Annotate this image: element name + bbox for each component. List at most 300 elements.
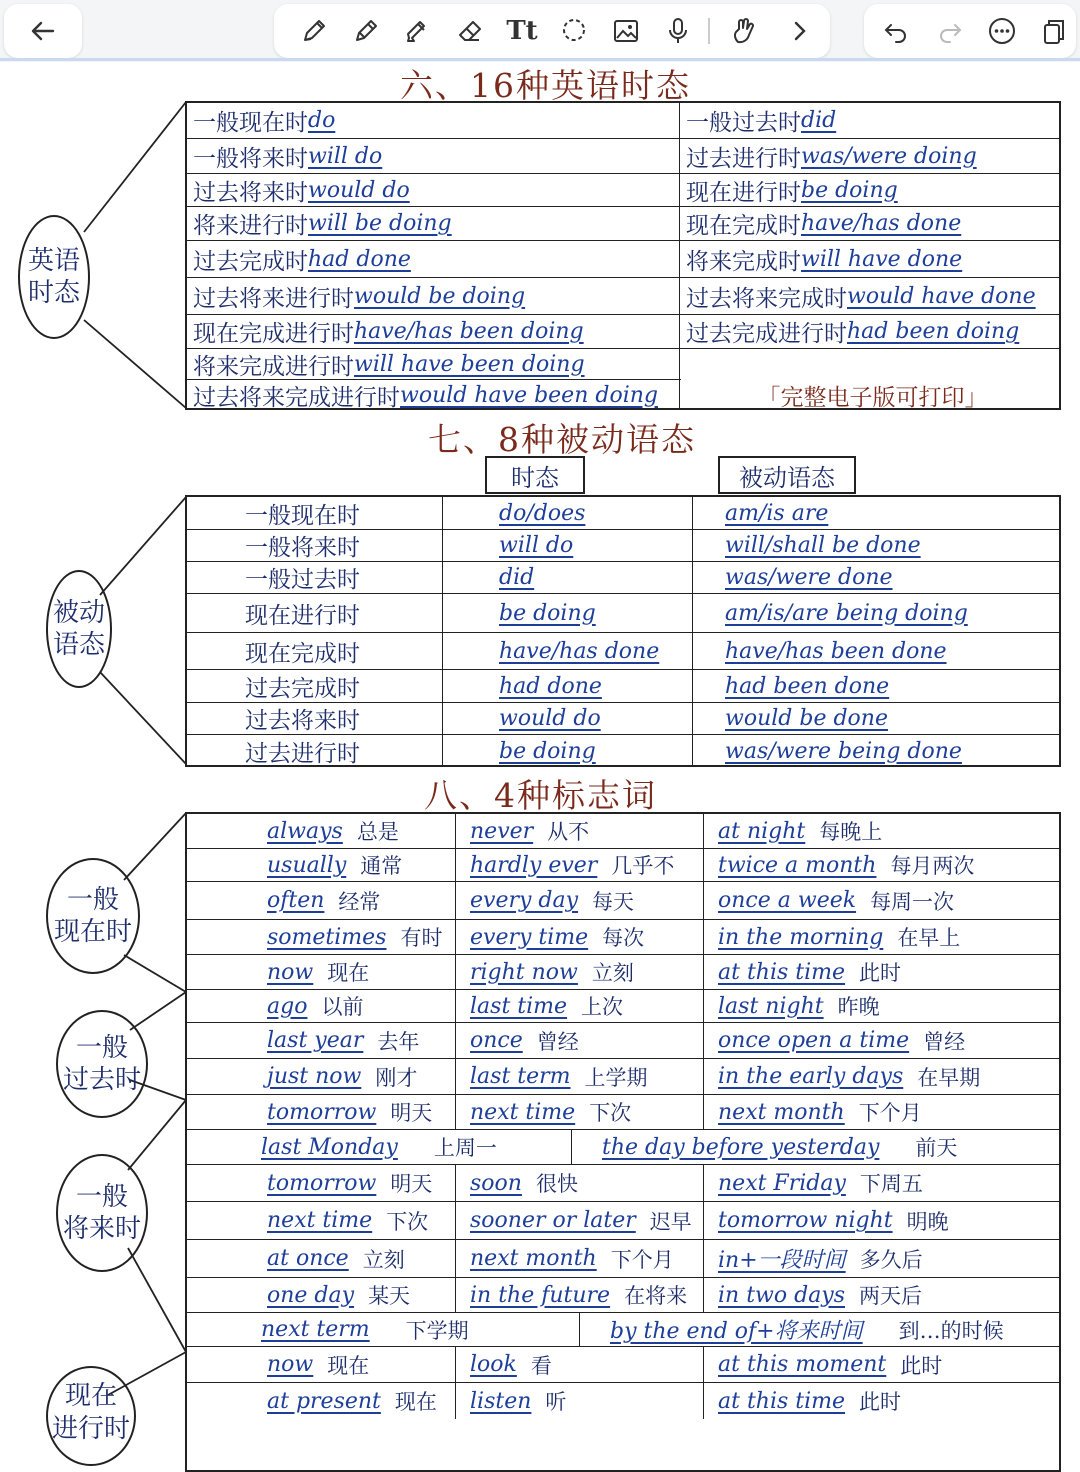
table-row <box>187 1277 1059 1312</box>
signal-word: next term <box>261 1317 370 1342</box>
table-row <box>187 173 1059 206</box>
signal-word: now <box>267 959 314 985</box>
active-form: be doing <box>499 600 596 626</box>
signal-word-cell <box>187 882 455 919</box>
tense-form: have/has been doing <box>354 319 584 344</box>
circle-line: 将来时 <box>62 1214 141 1244</box>
active-form: be doing <box>499 738 596 764</box>
passive-form: am/is/are being doing <box>725 600 968 626</box>
tense-form: be doing <box>801 177 898 203</box>
signal-word-meaning: 听 <box>545 1390 567 1414</box>
table-row <box>187 561 1059 593</box>
signal-word: usually <box>267 852 347 878</box>
signal-word-cell <box>703 814 1063 848</box>
active-form-cell <box>442 703 692 734</box>
signal-word: look <box>470 1352 517 1377</box>
passive-table <box>185 495 1061 767</box>
tense-form: will be doing <box>308 211 452 236</box>
tense-cell-right <box>679 174 1059 206</box>
circle-line: 现在 <box>64 1381 117 1411</box>
signal-word-cell <box>455 1240 703 1277</box>
tense-cell-right <box>679 241 1059 277</box>
tense-name: 过去将来完成时 <box>686 285 847 312</box>
signal-word: at this moment <box>718 1352 887 1377</box>
signal-word-cell <box>187 1347 455 1382</box>
tense-form: did <box>801 108 837 133</box>
signal-word-cell <box>455 1059 703 1094</box>
signal-word-cell <box>187 1202 455 1239</box>
active-form: had done <box>499 673 602 699</box>
signal-word-cell <box>703 1059 1063 1094</box>
table-row <box>187 1382 1059 1419</box>
tense-cell <box>187 594 442 632</box>
tense-cell-left <box>193 349 679 379</box>
table-row <box>187 669 1059 702</box>
tense-name: 过去将来时 <box>193 179 308 206</box>
signal-word-meaning: 明晚 <box>906 1209 949 1234</box>
signal-word: now <box>267 1352 314 1377</box>
signal-word-meaning: 每月两次 <box>890 854 975 878</box>
active-form-cell <box>442 562 692 593</box>
tense-name: 过去将来完成进行时 <box>193 384 400 410</box>
signal-word-meaning: 此时 <box>900 1353 943 1378</box>
signal-word-cell <box>455 920 703 954</box>
tense-name: 过去完成进行时 <box>686 321 847 347</box>
tense-name: 过去进行时 <box>686 145 801 172</box>
circle-line: 语态 <box>52 630 105 660</box>
tense-form: would have been doing <box>400 382 658 408</box>
signal-word-meaning: 在早期 <box>917 1065 981 1090</box>
signal-word-meaning: 每周一次 <box>870 889 955 914</box>
signal-word-cell <box>703 920 1063 954</box>
tense-form: had done <box>308 246 411 272</box>
passive-form: am/is are <box>725 500 829 526</box>
signal-word: in the morning <box>718 924 884 950</box>
signal-word: sometimes <box>267 924 387 950</box>
signal-word: last Monday <box>261 1134 398 1160</box>
table-row <box>187 206 1059 240</box>
tense-cell <box>187 562 442 593</box>
table-row <box>187 632 1059 669</box>
circle-line: 现在时 <box>53 917 132 947</box>
printable-note: 「完整电子版可打印」 <box>757 384 988 410</box>
signal-word-cell <box>187 955 455 989</box>
table-row <box>187 848 1059 881</box>
signal-word-meaning: 下次 <box>589 1101 632 1125</box>
tense-cell-right <box>679 380 1059 410</box>
signal-word: listen <box>470 1388 532 1414</box>
tense-cell-left <box>193 380 679 410</box>
signal-word-meaning: 明天 <box>390 1101 433 1125</box>
table-row <box>187 529 1059 561</box>
tense-cell-right <box>679 103 1059 138</box>
text-icon-label: Tt <box>506 16 538 46</box>
signal-word-cell <box>187 1278 455 1312</box>
signal-word-meaning: 下次 <box>386 1209 429 1234</box>
signal-word-cell <box>455 990 703 1022</box>
table-row <box>187 138 1059 173</box>
signal-word: at night <box>718 818 806 844</box>
signal-word-cell <box>571 1130 1059 1164</box>
signal-word-meaning: 前天 <box>915 1136 958 1160</box>
signal-word: at present <box>267 1388 381 1414</box>
passive-form-cell <box>692 633 1059 669</box>
signal-word: by the end of+将来时间 <box>610 1319 863 1344</box>
passive-form-cell <box>692 497 1059 529</box>
tense-name: 一般现在时 <box>193 110 308 136</box>
tense-name: 现在完成时 <box>686 213 801 239</box>
tense-cell-right <box>679 278 1059 314</box>
table-row <box>187 379 1059 410</box>
tense-cell-right <box>679 207 1059 240</box>
passive-form: would be done <box>725 706 888 731</box>
tense-cell-left <box>193 174 679 206</box>
table-row <box>187 1346 1059 1382</box>
signal-word-meaning: 曾经 <box>536 1029 579 1054</box>
tense-name: 现在进行时 <box>686 179 801 206</box>
signal-word-meaning: 去年 <box>377 1029 420 1054</box>
circle-line: 一般 <box>66 884 119 915</box>
table-row <box>187 348 1059 379</box>
tense-name: 一般现在时 <box>245 502 360 529</box>
signal-word: last year <box>267 1028 364 1053</box>
signal-word-meaning: 下周五 <box>859 1172 923 1196</box>
signal-word-cell <box>187 849 455 881</box>
tense-cell-left <box>193 278 679 314</box>
signal-word-cell <box>455 1278 703 1312</box>
signal-word: sooner or later <box>470 1208 636 1233</box>
circle-past <box>56 1010 148 1118</box>
table-row <box>187 1164 1059 1201</box>
signal-word-meaning: 两天后 <box>859 1284 923 1308</box>
signal-word-cell <box>703 1240 1063 1277</box>
signal-word: last night <box>718 993 824 1019</box>
table-row <box>187 314 1059 348</box>
signal-word-meaning: 从不 <box>547 820 590 844</box>
signal-word-cell <box>703 990 1063 1022</box>
tense-cell <box>187 703 442 734</box>
tense-name: 一般过去时 <box>245 567 360 593</box>
passive-form-cell <box>692 703 1059 734</box>
signal-word: in the future <box>470 1282 611 1308</box>
circle-present <box>46 858 140 974</box>
table-row <box>187 1022 1059 1058</box>
signal-word-cell <box>187 1240 455 1277</box>
signal-word-cell <box>455 849 703 881</box>
passive-form-cell <box>692 594 1059 632</box>
tense-cell <box>187 735 442 767</box>
circle-future <box>56 1154 148 1272</box>
section8-title: 八、4种标志词 <box>424 776 657 815</box>
signal-word-meaning: 此时 <box>859 961 902 985</box>
signal-word-meaning: 曾经 <box>923 1029 966 1054</box>
tense-cell-right <box>679 349 1059 379</box>
signal-word-meaning: 现在 <box>327 961 370 985</box>
signal-word-cell <box>703 1347 1063 1382</box>
circle-line: 进行时 <box>51 1413 130 1444</box>
tense-cell-right <box>679 315 1059 348</box>
signal-word-cell <box>455 955 703 989</box>
active-form-cell <box>442 530 692 561</box>
tense-name: 一般将来时 <box>193 145 308 172</box>
signal-word-meaning: 总是 <box>356 820 399 844</box>
tense-form: would have done <box>847 283 1036 309</box>
signal-word-cell <box>187 990 455 1022</box>
signal-word: the day before yesterday <box>602 1134 880 1160</box>
signal-word-cell <box>455 814 703 848</box>
signal-word-meaning: 在将来 <box>624 1284 688 1308</box>
tense-name: 一般将来时 <box>245 535 360 561</box>
signal-word-meaning: 在早上 <box>897 926 961 950</box>
signal-word-cell <box>455 1165 703 1201</box>
tense-form: would be doing <box>354 283 526 309</box>
tense-cell <box>187 633 442 669</box>
signal-word-meaning: 下个月 <box>858 1101 922 1125</box>
circle-line: 一般 <box>75 1032 128 1063</box>
signal-word-cell <box>187 814 455 848</box>
active-form: would do <box>499 706 601 731</box>
header-tense: 时态 <box>485 456 585 494</box>
signal-word: ago <box>267 993 308 1019</box>
circle-line: 被动 <box>52 597 105 628</box>
signal-word-cell <box>455 1383 703 1419</box>
tense-name: 现在完成时 <box>245 640 360 667</box>
signal-word: last term <box>470 1064 571 1089</box>
tense-name: 将来完成进行时 <box>193 353 354 379</box>
signal-word-meaning: 上次 <box>581 995 624 1019</box>
signal-word-meaning: 通常 <box>360 854 403 878</box>
signal-word-cell <box>703 1278 1063 1312</box>
signal-word-cell <box>455 882 703 919</box>
table-row <box>187 702 1059 734</box>
tense-cell <box>187 497 442 529</box>
signal-word: next time <box>470 1099 576 1125</box>
table-row <box>187 814 1059 848</box>
signal-word-cell <box>455 1023 703 1058</box>
passive-form-cell <box>692 670 1059 702</box>
tense-form: will do <box>308 143 383 169</box>
tense-form: would do <box>308 177 410 203</box>
signal-word: at once <box>267 1246 349 1271</box>
tense-name: 过去将来时 <box>245 708 360 734</box>
passive-form: was/were being done <box>725 738 962 764</box>
passive-form: had been done <box>725 673 890 699</box>
active-form: will do <box>499 533 574 558</box>
tense-cell-left <box>193 207 679 240</box>
signal-word: just now <box>267 1064 362 1089</box>
tense-cell-left <box>193 241 679 277</box>
tense-cell-left <box>193 315 679 348</box>
tense-name: 现在完成进行时 <box>193 321 354 347</box>
signal-word-meaning: 上周一 <box>433 1136 497 1160</box>
signal-word: next time <box>267 1208 373 1233</box>
signal-word-meaning: 立刻 <box>591 961 634 985</box>
tense-form: will have done <box>801 246 963 272</box>
merged-cell-cover <box>681 378 1059 381</box>
signal-word: next month <box>718 1099 845 1125</box>
signal-word-meaning: 昨晚 <box>837 995 880 1019</box>
active-form-cell <box>442 594 692 632</box>
passive-form-cell <box>692 530 1059 561</box>
passive-form: was/were done <box>725 565 893 590</box>
signal-word-meaning: 每次 <box>602 926 645 950</box>
signal-word: at this time <box>718 1388 846 1414</box>
table-row <box>187 1058 1059 1094</box>
passive-form: will/shall be done <box>725 533 921 558</box>
signal-word-cell <box>455 1202 703 1239</box>
signal-word: at this time <box>718 959 846 985</box>
tense-name: 一般过去时 <box>686 110 801 136</box>
signal-word-cell <box>187 1095 455 1129</box>
signal-word-cell <box>187 1023 455 1058</box>
table-row <box>187 277 1059 314</box>
circle-progressive <box>46 1366 136 1466</box>
signal-word: in+一段时间 <box>718 1248 846 1273</box>
signal-word-meaning: 有时 <box>400 926 443 950</box>
signal-word-meaning: 明天 <box>390 1172 433 1196</box>
signal-word-cell <box>703 882 1063 919</box>
tense-name: 过去完成时 <box>193 248 308 275</box>
signal-word: tomorrow night <box>718 1208 893 1233</box>
active-form-cell <box>442 670 692 702</box>
tense-form: had been doing <box>847 319 1020 344</box>
signal-word: every day <box>470 888 579 913</box>
tense-form: do <box>308 108 336 133</box>
table-row-wide <box>187 1312 1059 1346</box>
signal-word-cell <box>187 1165 455 1201</box>
circle-line: 时态 <box>27 278 80 308</box>
table-row <box>187 1239 1059 1277</box>
signal-word-cell <box>187 920 455 954</box>
signal-word-meaning: 看 <box>530 1353 552 1378</box>
header-passive: 被动语态 <box>718 456 856 494</box>
tense-name: 现在进行时 <box>245 602 360 629</box>
signal-word-meaning: 立刻 <box>362 1247 405 1272</box>
signal-word: next month <box>470 1246 597 1271</box>
signal-word-meaning: 迟早 <box>649 1209 692 1234</box>
circle-line: 英语 <box>27 245 80 276</box>
signal-word-cell <box>703 1165 1063 1201</box>
signal-word: tomorrow <box>267 1170 377 1196</box>
signal-word-meaning: 经常 <box>338 889 381 914</box>
signal-word-cell <box>703 1023 1063 1058</box>
table-row <box>187 734 1059 767</box>
signal-words-table <box>185 812 1061 1472</box>
passive-form-cell <box>692 735 1059 767</box>
active-form-cell <box>442 735 692 767</box>
table-row <box>187 103 1059 138</box>
signal-word: often <box>267 888 325 913</box>
signal-word: soon <box>470 1170 522 1196</box>
circle-line: 一般 <box>75 1181 128 1212</box>
signal-word: never <box>470 818 534 844</box>
table-row <box>187 881 1059 919</box>
signal-word: hardly ever <box>470 852 598 878</box>
signal-word-cell <box>703 955 1063 989</box>
signal-word-meaning: 很快 <box>535 1172 578 1196</box>
signal-word-meaning: 刚才 <box>375 1065 418 1090</box>
signal-word-meaning: 下学期 <box>405 1318 469 1343</box>
signal-word-meaning: 几乎不 <box>611 854 675 878</box>
table-row <box>187 240 1059 277</box>
signal-word-meaning: 每晚上 <box>819 820 883 844</box>
signal-word-meaning: 此时 <box>859 1390 902 1414</box>
signal-word-meaning: 下个月 <box>610 1247 674 1272</box>
table-row <box>187 497 1059 529</box>
signal-word: every time <box>470 924 589 950</box>
active-form-cell <box>442 633 692 669</box>
signal-word: next Friday <box>718 1170 846 1196</box>
table-row <box>187 989 1059 1022</box>
tense-name: 过去完成时 <box>245 675 360 702</box>
signal-word-meaning: 现在 <box>327 1353 370 1378</box>
tense-form: have/has done <box>801 211 962 236</box>
signal-word-meaning: 上学期 <box>584 1065 648 1090</box>
section6-title: 六、16种英语时态 <box>400 66 691 105</box>
signal-word-meaning: 每天 <box>592 889 635 914</box>
signal-word-cell <box>455 1347 703 1382</box>
circle-line: 过去时 <box>62 1065 141 1095</box>
active-form: have/has done <box>499 638 660 664</box>
passive-form: have/has been done <box>725 638 947 664</box>
signal-word: always <box>267 818 343 844</box>
signal-word-cell <box>187 1130 571 1164</box>
tenses-table <box>185 101 1061 410</box>
signal-word-cell <box>187 1383 455 1419</box>
signal-word-cell <box>703 1202 1063 1239</box>
tense-cell-left <box>193 103 679 138</box>
signal-word: once <box>470 1028 523 1053</box>
signal-word: once a week <box>718 888 857 913</box>
signal-word: right now <box>470 959 578 985</box>
signal-word: last time <box>470 993 568 1019</box>
signal-word-cell <box>455 1095 703 1129</box>
signal-word: in two days <box>718 1282 846 1308</box>
tense-name: 过去进行时 <box>245 740 360 767</box>
table-row-wide <box>187 1129 1059 1164</box>
signal-word: in the early days <box>718 1064 904 1089</box>
passive-form-cell <box>692 562 1059 593</box>
tense-cell-left <box>193 139 679 173</box>
table-row <box>187 1094 1059 1129</box>
signal-word-cell <box>703 1095 1063 1129</box>
signal-word-cell <box>703 1383 1063 1419</box>
signal-word: twice a month <box>718 852 877 878</box>
signal-word: once open a time <box>718 1028 910 1053</box>
table-row <box>187 919 1059 954</box>
signal-word: one day <box>267 1282 355 1308</box>
tense-name: 将来完成时 <box>686 248 801 275</box>
section6-circle <box>18 215 90 339</box>
signal-word-meaning: 某天 <box>368 1284 411 1308</box>
tense-cell <box>187 530 442 561</box>
tense-form: was/were doing <box>801 143 977 169</box>
signal-word-meaning: 现在 <box>394 1390 437 1414</box>
table-row <box>187 954 1059 989</box>
signal-word-cell <box>187 1313 579 1346</box>
tense-cell-right <box>679 139 1059 173</box>
signal-word-meaning: 多久后 <box>859 1247 923 1272</box>
signal-word-meaning: 到…的时候 <box>898 1318 1004 1343</box>
active-form: did <box>499 565 535 590</box>
signal-word-meaning: 以前 <box>321 995 364 1019</box>
section7-title: 七、8种被动语态 <box>428 420 696 459</box>
tense-cell <box>187 670 442 702</box>
table-row <box>187 593 1059 632</box>
tense-name: 将来进行时 <box>193 213 308 239</box>
section7-circle <box>46 570 112 688</box>
signal-word-cell <box>703 849 1063 881</box>
